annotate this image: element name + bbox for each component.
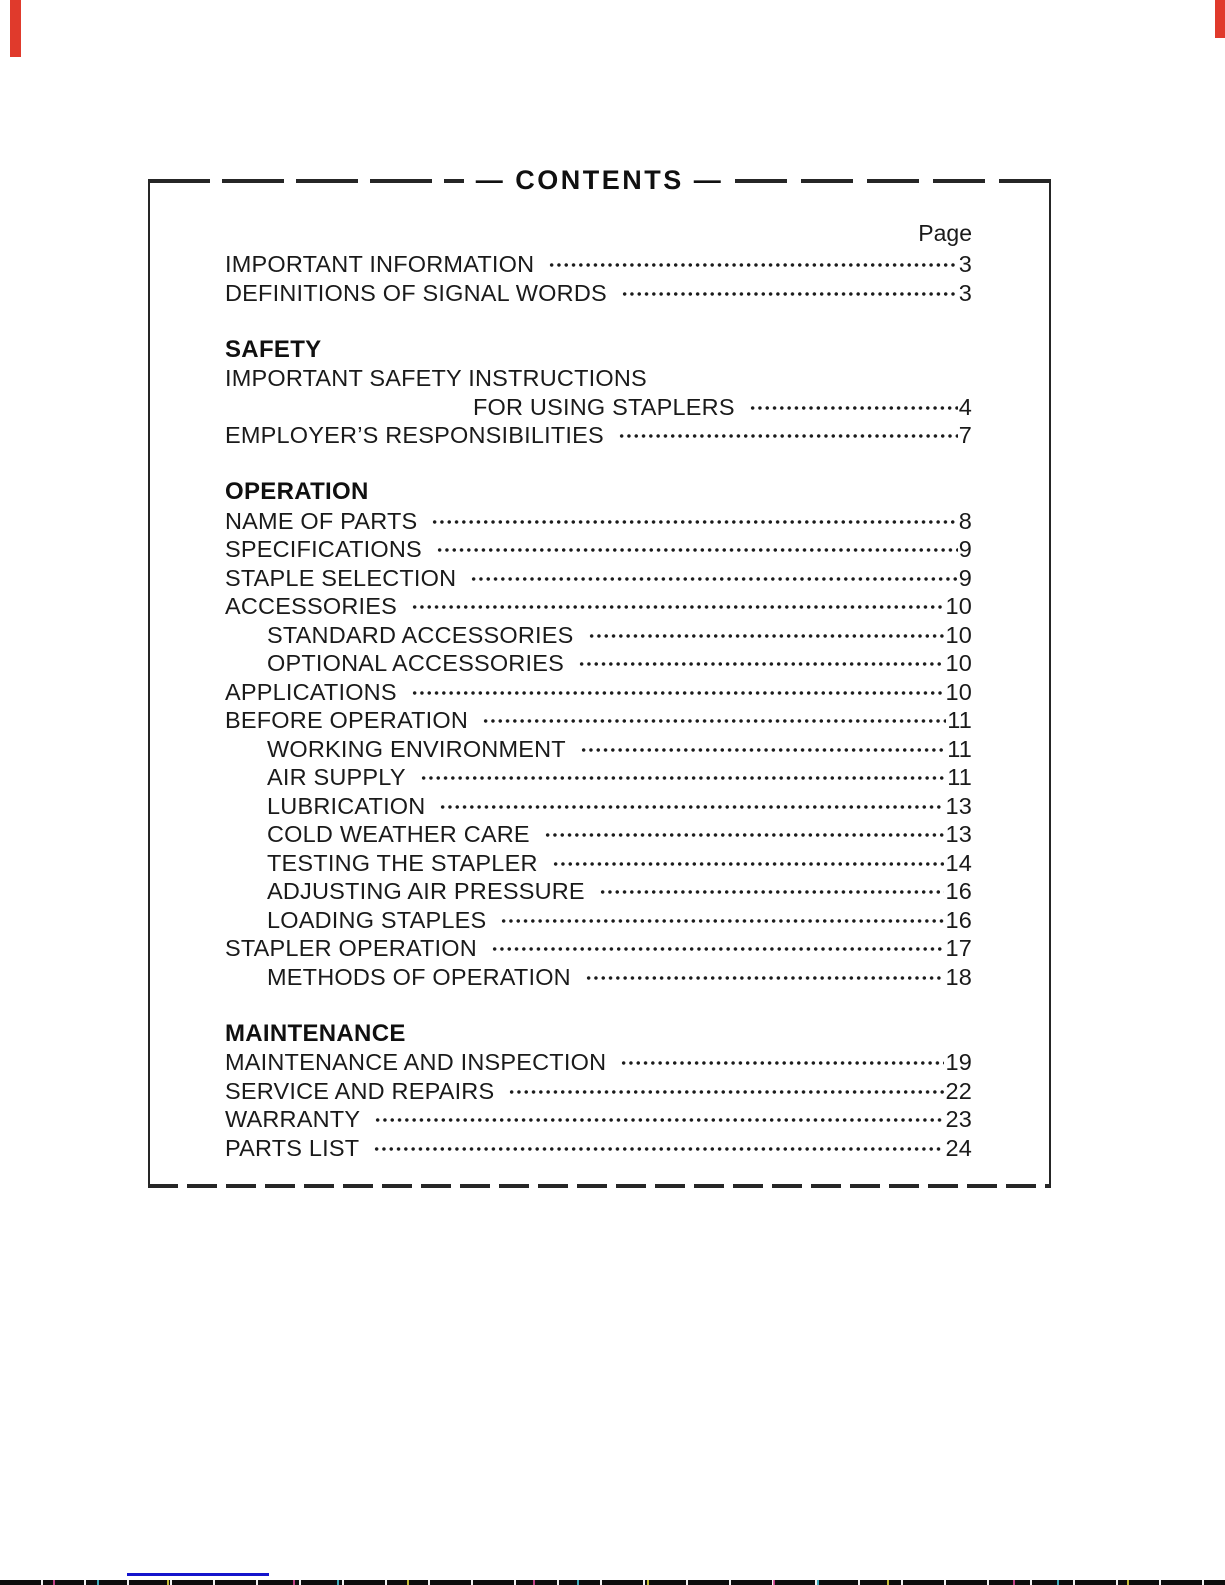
toc-row xyxy=(225,393,972,422)
toc-row xyxy=(225,250,972,279)
toc-page-number: 9 xyxy=(958,536,972,562)
toc-row xyxy=(225,1077,972,1106)
contents-box xyxy=(148,165,1051,1188)
toc-page-number: 11 xyxy=(947,735,972,762)
toc-item-label: PARTS LIST xyxy=(225,1134,360,1161)
toc-page-number: 7 xyxy=(958,422,972,448)
toc-row xyxy=(225,621,972,650)
toc-row xyxy=(225,678,972,707)
dot-leader xyxy=(599,885,945,899)
toc-item-label: DEFINITIONS OF SIGNAL WORDS xyxy=(225,279,607,306)
toc-row xyxy=(225,906,972,935)
dot-leader xyxy=(373,1142,944,1156)
toc-page-number: 11 xyxy=(947,707,972,733)
dot-leader xyxy=(500,914,944,928)
toc-row xyxy=(225,507,972,536)
toc-page-number: 19 xyxy=(945,1049,972,1075)
section-header: OPERATION xyxy=(225,478,369,505)
dot-leader xyxy=(552,857,945,871)
dot-leader xyxy=(580,743,946,757)
toc-row xyxy=(225,820,972,849)
title-rule-right xyxy=(735,179,1051,183)
toc-row xyxy=(225,364,972,393)
dot-leader xyxy=(374,1113,944,1127)
toc-page-number: 4 xyxy=(958,393,972,420)
toc-page-number: 3 xyxy=(958,279,972,306)
toc-page-number: 9 xyxy=(958,564,972,591)
toc-row xyxy=(225,763,972,792)
box-bottom-rule xyxy=(148,1184,1051,1188)
dot-leader xyxy=(548,258,957,272)
section-header: MAINTENANCE xyxy=(225,1019,406,1047)
toc-page-number: 16 xyxy=(945,906,972,933)
toc-item-label: MAINTENANCE AND INSPECTION xyxy=(225,1049,607,1075)
toc-page-number: 11 xyxy=(947,764,972,790)
toc-row xyxy=(225,564,972,593)
dot-leader xyxy=(431,515,957,529)
toc-item-label: BEFORE OPERATION xyxy=(225,707,469,733)
toc-item-label: TESTING THE STAPLER xyxy=(267,849,538,876)
toc-item-label: WARRANTY xyxy=(225,1106,361,1132)
dot-leader xyxy=(470,572,957,586)
toc-item-label: NAME OF PARTS xyxy=(225,507,418,534)
dot-leader xyxy=(544,828,945,842)
toc-item-label: FOR USING STAPLERS xyxy=(473,393,735,420)
dot-leader xyxy=(491,942,945,956)
toc-page-number: 8 xyxy=(958,507,972,534)
toc-row xyxy=(225,1105,972,1134)
scan-mark-red-right xyxy=(1215,0,1225,38)
toc-row xyxy=(225,877,972,906)
toc-page-number: 22 xyxy=(945,1077,972,1104)
dot-leader xyxy=(585,971,945,985)
toc-row xyxy=(225,792,972,821)
toc-row xyxy=(225,735,972,764)
title-rule-left xyxy=(148,179,464,183)
toc-row xyxy=(225,934,972,963)
toc-item-label: STAPLE SELECTION xyxy=(225,564,457,591)
toc-item-label: OPTIONAL ACCESSORIES xyxy=(267,650,564,676)
toc-page-number: 10 xyxy=(945,678,972,705)
toc-page-number: 23 xyxy=(945,1106,972,1132)
toc-row xyxy=(225,1048,972,1077)
toc-item-label: SERVICE AND REPAIRS xyxy=(225,1077,495,1104)
toc-item-label: APPLICATIONS xyxy=(225,678,397,705)
toc-item-label: AIR SUPPLY xyxy=(267,764,406,790)
dot-leader xyxy=(411,686,945,700)
toc-page-number: 13 xyxy=(945,821,972,847)
page-column-label: Page xyxy=(918,220,972,246)
toc-item-label: STAPLER OPERATION xyxy=(225,935,477,961)
dot-leader xyxy=(508,1085,944,1099)
toc-page-number: 3 xyxy=(958,251,972,277)
toc-page-number: 10 xyxy=(945,621,972,648)
section-header: SAFETY xyxy=(225,335,322,363)
dot-leader xyxy=(588,629,945,643)
toc-row xyxy=(225,535,972,564)
toc-item-label: METHODS OF OPERATION xyxy=(267,963,571,990)
dot-leader xyxy=(482,714,946,728)
toc-page-number: 10 xyxy=(945,593,972,619)
toc-item-label: EMPLOYER’S RESPONSIBILITIES xyxy=(225,422,604,448)
dot-leader xyxy=(436,543,958,557)
toc-item-label: IMPORTANT SAFETY INSTRUCTIONS xyxy=(225,365,647,391)
toc-row xyxy=(225,421,972,450)
dot-leader xyxy=(620,1056,944,1070)
dot-leader xyxy=(411,600,944,614)
dot-leader xyxy=(621,287,958,301)
dot-leader xyxy=(749,401,958,415)
toc-row xyxy=(225,1134,972,1163)
toc-row xyxy=(225,849,972,878)
page-bottom-edge-line xyxy=(0,1580,1225,1585)
toc-row xyxy=(225,963,972,992)
toc-row xyxy=(225,649,972,678)
toc-row xyxy=(225,706,972,735)
toc-list xyxy=(225,250,972,1162)
toc-item-label: ACCESSORIES xyxy=(225,593,397,619)
contents-title: — CONTENTS — xyxy=(475,165,724,195)
scan-mark-red-left xyxy=(10,0,21,57)
toc-item-label: STANDARD ACCESSORIES xyxy=(267,621,574,648)
toc-item-label: LOADING STAPLES xyxy=(267,906,487,933)
toc-page-number: 16 xyxy=(945,878,972,904)
toc-page-number: 10 xyxy=(945,650,972,676)
toc-page-number: 24 xyxy=(945,1134,972,1161)
toc-page-number: 17 xyxy=(945,935,972,961)
toc-item-label: ADJUSTING AIR PRESSURE xyxy=(267,878,585,904)
toc-item-label: COLD WEATHER CARE xyxy=(267,821,530,847)
dot-leader xyxy=(420,771,947,785)
toc-item-label: SPECIFICATIONS xyxy=(225,536,422,562)
toc-page-number: 13 xyxy=(945,792,972,819)
toc-page-number: 14 xyxy=(945,849,972,876)
contents-title-row xyxy=(148,165,1051,196)
toc-item-label: IMPORTANT INFORMATION xyxy=(225,251,535,277)
toc-row xyxy=(225,592,972,621)
dot-leader xyxy=(439,800,944,814)
toc-item-label: LUBRICATION xyxy=(267,792,426,819)
toc-item-label: WORKING ENVIRONMENT xyxy=(267,735,566,762)
dot-leader xyxy=(578,657,944,671)
toc-row xyxy=(225,279,972,308)
dot-leader xyxy=(618,429,958,443)
scan-underline-blue xyxy=(127,1573,269,1576)
toc-page-number: 18 xyxy=(945,963,972,990)
